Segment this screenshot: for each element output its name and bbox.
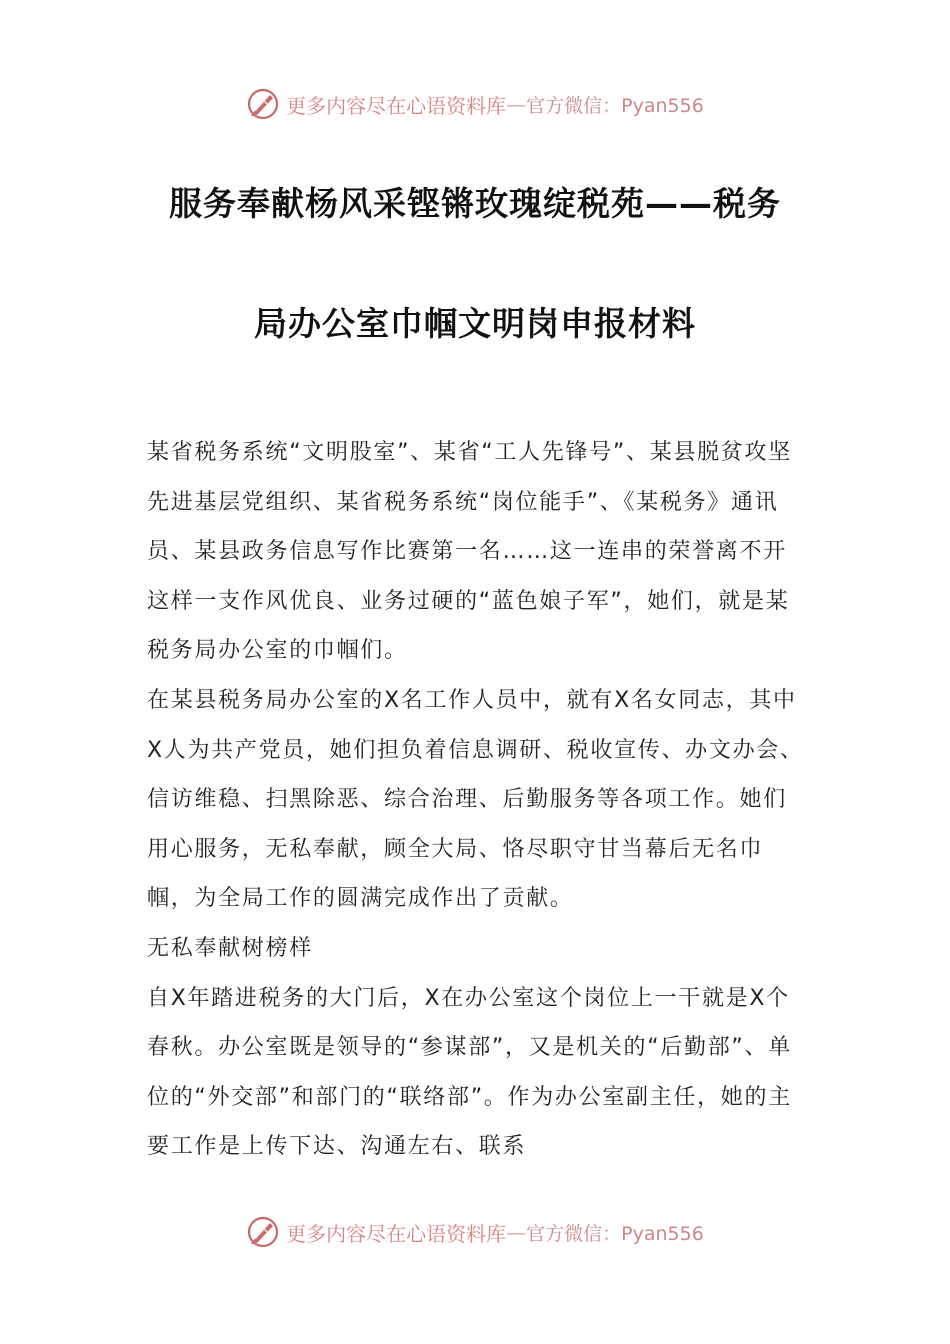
document-body	[147, 428, 807, 1172]
document-title-line-1: 服务奉献杨风采铿锵玫瑰绽税苑——税务	[169, 184, 781, 223]
watermark-footer	[0, 1212, 950, 1252]
watermark-header	[0, 84, 950, 124]
document-title-line-2: 局办公室巾帼文明岗申报材料	[254, 304, 696, 343]
paragraph-3: 自X年踏进税务的大门后，X在办公室这个岗位上一干就是X个春秋。办公室既是领导的“参谋部”，又是机关的“后勤部”、单位的“外交部”和部门的“联络部”。作为办公室副主任，她的主要工作是上传下达、沟通左右、联系	[147, 985, 792, 1160]
quill-logo-icon	[246, 87, 280, 121]
watermark-separator: —	[506, 92, 527, 116]
paragraph-1: 某省税务系统“文明股室”、某省“工人先锋号”、某县脱贫攻坚先进基层党组织、某省税务系统“岗位能手”、《某税务》通讯员、某县政务信息写作比赛第一名……这一连串的荣誉离不开这样一支作风优良、业务过硬的“蓝色娘子军”，她们，就是某税务局办公室的巾帼们。	[147, 440, 792, 664]
quill-logo-icon	[246, 1215, 280, 1249]
watermark-main-text: 更多内容尽在心语资料库	[286, 93, 507, 118]
watermark-sub-text: 官方微信：Pyan556	[526, 1222, 704, 1245]
watermark-sub-text: 官方微信：Pyan556	[526, 94, 704, 117]
watermark-separator: —	[506, 1220, 527, 1244]
watermark-main-text: 更多内容尽在心语资料库	[286, 1221, 507, 1246]
paragraph-2: 在某县税务局办公室的X名工作人员中，就有X名女同志，其中X人为共产党员，她们担负着信息调研、税收宣传、办文办会、信访维稳、扫黑除恶、综合治理、后勤服务等各项工作。她们用心服务，无私奉献，顾全大局、恪尽职守甘当幕后无名巾帼，为全局工作的圆满完成作出了贡献。	[147, 687, 804, 912]
section-heading: 无私奉献树榜样	[147, 935, 313, 961]
